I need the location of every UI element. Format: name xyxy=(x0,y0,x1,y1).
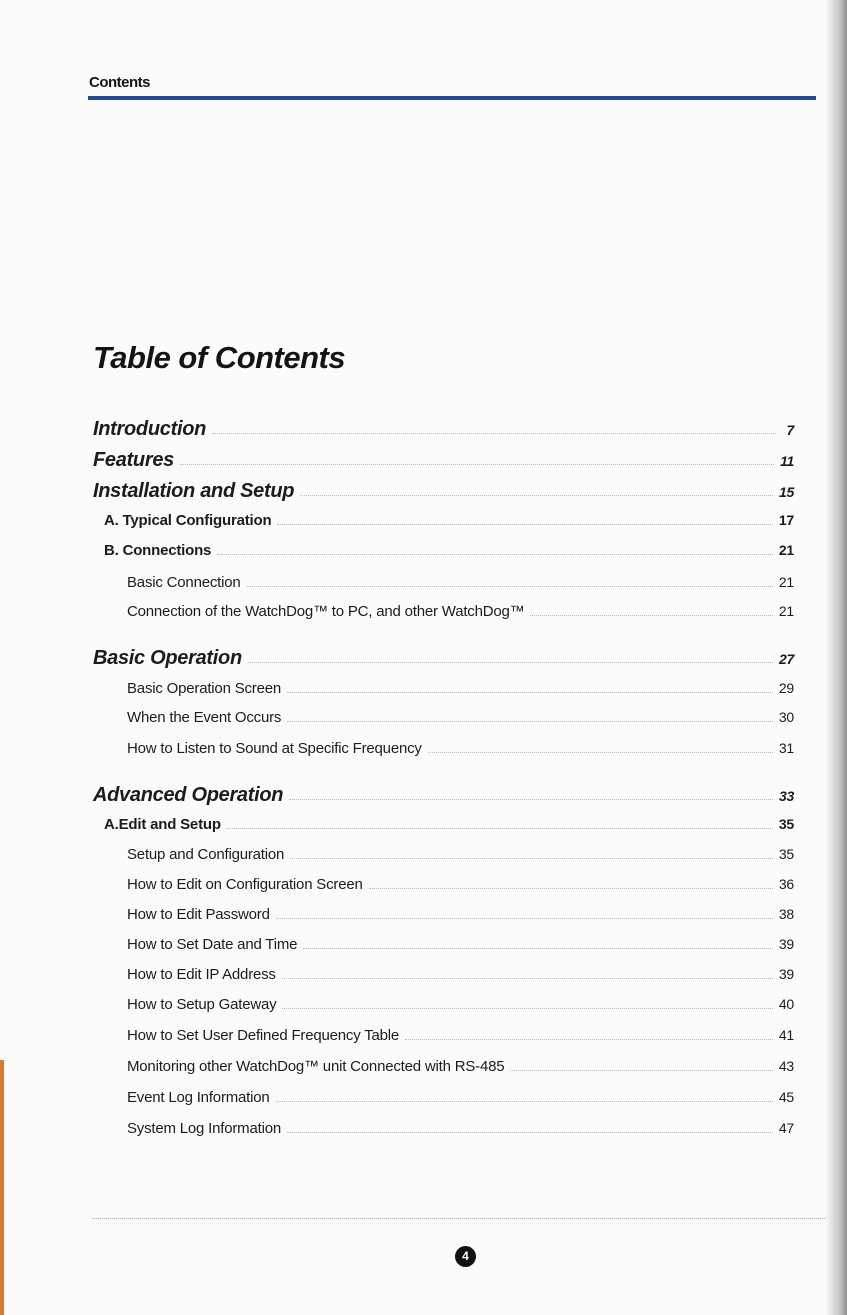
toc-entry-label: Basic Operation xyxy=(93,647,242,669)
toc-entry-page: 43 xyxy=(778,1058,794,1074)
toc-entry xyxy=(0,906,794,923)
toc-entry xyxy=(0,784,794,807)
toc-entry-page: 27 xyxy=(779,651,794,667)
toc-leader xyxy=(276,917,773,919)
toc-entry-page: 17 xyxy=(778,512,794,528)
toc-entry-page: 21 xyxy=(778,603,794,619)
toc-leader xyxy=(282,1007,772,1009)
toc-entry-label: Monitoring other WatchDog™ unit Connected with RS-485 xyxy=(127,1058,505,1075)
toc-leader xyxy=(290,857,773,859)
toc-entry-label: Basic Connection xyxy=(127,574,241,591)
toc-leader xyxy=(277,523,772,525)
toc-leader xyxy=(248,661,773,663)
footer-rule xyxy=(92,1218,825,1219)
toc-entry xyxy=(0,709,794,726)
toc-entry-page: 21 xyxy=(778,542,794,558)
toc-entry xyxy=(0,846,794,863)
toc-entry-label: When the Event Occurs xyxy=(127,709,282,726)
toc-entry-label: Advanced Operation xyxy=(93,784,284,806)
toc-entry xyxy=(0,966,794,983)
toc-entry xyxy=(0,1027,794,1044)
toc-leader xyxy=(212,432,776,434)
toc-leader xyxy=(282,977,773,979)
toc-entry-label: Setup and Configuration xyxy=(127,846,285,863)
toc-entry xyxy=(0,542,794,559)
toc-entry-label: How to Set User Defined Frequency Table xyxy=(127,1027,400,1044)
page-number: 4 xyxy=(455,1246,476,1267)
toc-leader xyxy=(276,1100,773,1102)
toc-entry-page: 47 xyxy=(778,1120,794,1136)
section-header: Contents xyxy=(89,74,150,91)
toc-leader xyxy=(287,691,773,693)
toc-entry-page: 41 xyxy=(778,1027,794,1043)
toc-entry-label: Connection of the WatchDog™ to PC, and other WatchDog™ xyxy=(127,603,525,620)
toc-entry-label: B. Connections xyxy=(104,542,212,559)
toc-leader xyxy=(287,1131,773,1133)
toc-leader xyxy=(247,585,773,587)
toc-entry-label: How to Set Date and Time xyxy=(127,936,298,953)
toc-entry xyxy=(0,936,794,953)
header-rule xyxy=(88,96,816,100)
toc-leader xyxy=(303,947,773,949)
toc-entry xyxy=(0,1058,794,1075)
toc-leader xyxy=(287,720,773,722)
toc-entry-label: Introduction xyxy=(93,418,207,440)
toc-entry-page: 35 xyxy=(778,846,794,862)
toc-entry-label: Event Log Information xyxy=(127,1089,270,1106)
toc-entry-label: Features xyxy=(93,449,174,471)
toc-leader xyxy=(217,553,773,555)
toc-leader xyxy=(369,887,773,889)
toc-entry xyxy=(0,1089,794,1106)
page-edge-right xyxy=(825,0,847,1315)
toc-entry-page: 38 xyxy=(778,906,794,922)
toc-entry-label: A.Edit and Setup xyxy=(104,816,221,833)
toc-leader xyxy=(180,463,774,465)
toc-entry-page: 39 xyxy=(778,966,794,982)
toc-entry-page: 36 xyxy=(778,876,794,892)
toc-leader xyxy=(510,1069,772,1071)
toc-entry-page: 33 xyxy=(779,788,794,804)
toc-entry xyxy=(0,449,794,472)
toc-entry-page: 31 xyxy=(778,740,794,756)
toc-entry xyxy=(0,816,794,833)
toc-leader xyxy=(300,494,773,496)
toc-entry-label: How to Edit IP Address xyxy=(127,966,276,983)
toc-leader xyxy=(428,751,773,753)
toc-entry-page: 7 xyxy=(786,422,794,438)
toc-entry-page: 40 xyxy=(778,996,794,1012)
toc-entry-label: How to Edit on Configuration Screen xyxy=(127,876,363,893)
toc-entry xyxy=(0,480,794,503)
toc-leader xyxy=(289,798,773,800)
toc-entry-page: 39 xyxy=(778,936,794,952)
toc-entry xyxy=(0,680,794,697)
page-title: Table of Contents xyxy=(93,340,346,375)
toc-entry xyxy=(0,574,794,591)
toc-entry-page: 29 xyxy=(778,680,794,696)
toc-entry-page: 11 xyxy=(780,453,794,469)
toc-entry-page: 35 xyxy=(778,816,794,832)
toc-entry-label: Basic Operation Screen xyxy=(127,680,282,697)
toc-entry-page: 21 xyxy=(778,574,794,590)
toc-entry-page: 30 xyxy=(778,709,794,725)
toc-entry-label: System Log Information xyxy=(127,1120,282,1137)
toc-entry-label: A. Typical Configuration xyxy=(104,512,272,529)
toc-entry xyxy=(0,647,794,670)
toc-entry-page: 45 xyxy=(778,1089,794,1105)
toc-entry xyxy=(0,876,794,893)
toc-entry xyxy=(0,1120,794,1137)
toc-entry xyxy=(0,512,794,529)
toc-entry xyxy=(0,603,794,620)
toc-entry xyxy=(0,418,794,441)
toc-entry-page: 15 xyxy=(779,484,794,500)
toc-leader xyxy=(227,827,773,829)
toc-entry xyxy=(0,996,794,1013)
toc-entry xyxy=(0,740,794,757)
toc-entry-label: How to Listen to Sound at Specific Frequency xyxy=(127,740,422,757)
toc-entry-label: How to Edit Password xyxy=(127,906,270,923)
toc-leader xyxy=(405,1038,773,1040)
toc-entry-label: How to Setup Gateway xyxy=(127,996,277,1013)
toc-entry-label: Installation and Setup xyxy=(93,480,295,502)
toc-leader xyxy=(530,614,772,616)
